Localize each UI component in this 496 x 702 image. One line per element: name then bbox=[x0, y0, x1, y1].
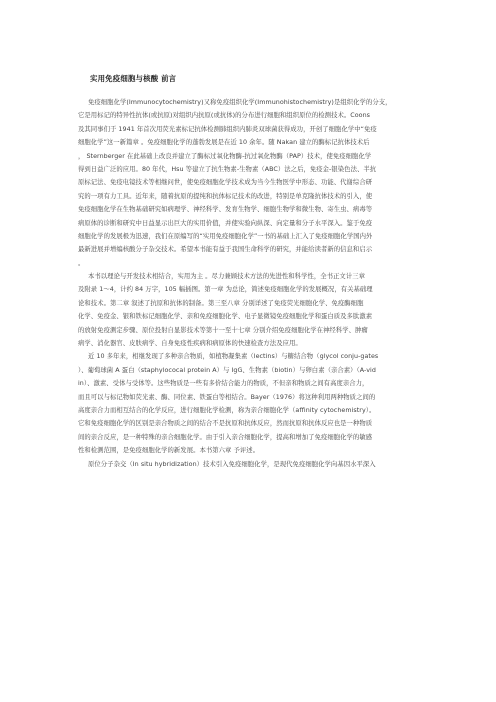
text-line: 原位分子杂交（In situ hybridization）技术引入免疫细胞化学，是现代免疫细胞化学向基因水平深入 bbox=[88, 460, 376, 468]
text-line: 免疫细胞化学在生物基础研究如病理学、神经科学、发育生物学、细胞生物学和微生物、寄生虫、病毒等 bbox=[78, 206, 373, 214]
text-line: 本书以理论与开发技术相结合，实用为主 。尽力兼顾技术方法的先进性和科学性，全书正文计三章 bbox=[88, 273, 366, 281]
text-line: 高度亲合力而相互结合的化学反应，进行细胞化学检测，称为亲合细胞化学（affinity cytochemistry）。 bbox=[78, 406, 376, 414]
text-line: 原标记法、免疫电镜技术等相继问世，使免疫细胞化学技术成为当今生物医学中形态、功能、代谢综合研 bbox=[78, 179, 373, 187]
paragraph bbox=[78, 350, 418, 457]
document-body bbox=[78, 96, 418, 471]
text-line: 化学、免疫金、银和铁标记细胞化学、亲和免疫细胞化学、电子显微镜免疫细胞化学和蛋白质及多肽激素 bbox=[78, 313, 373, 321]
text-line: 它和免疫细胞化学的区别是亲合物质之间的结合不是抗原和抗体反应，然而抗原和抗体反应也是一种物质 bbox=[78, 420, 373, 428]
text-line: 病学、消化器官、皮肤病学、自身免疫性疾病和病原体的快速检查方法及应用。 bbox=[78, 340, 302, 348]
text-line: ）、葡萄球菌 A 蛋白（staphylococal protein A）与 IgG、生物素（biotin）与卵白素（亲合素）（A-vid bbox=[78, 366, 376, 374]
text-line: 病原体的诊断和研究中日益显示出巨大的实用价值，并使实验向纵深、向定量和分子水平深入。鉴于免疫 bbox=[78, 219, 373, 227]
document-title: 实用免疫细胞与核酸 前言 bbox=[90, 74, 177, 83]
text-line: 。 bbox=[78, 259, 85, 267]
text-line: 论和技术。第二章 叙述了抗原和抗体的制备。第三至八章 分别详述了免疫荧光细胞化学、免疫酶细胞 bbox=[78, 299, 364, 307]
text-line: ， Sternberger 在此基础上改良并建立了酶标过氧化物酶-抗过氧化物酶（PAP）技术，使免疫细胞化学 bbox=[78, 152, 372, 160]
text-line: 的放射免疫测定步骤、原位投射自显影技术等第十一至十七章 分别介绍免疫细胞化学在神经科学、肿瘤 bbox=[78, 326, 368, 334]
text-line: 免疫细胞化学(Immunocytochemistry)又称免疫组织化学(Immunohistochemistry)是组织化学的分支， bbox=[88, 99, 392, 106]
text-line: in）、激素、受体与受体等。这些物质是一些有多价结合能力的物质，不但亲和物质之间有高度亲合力， bbox=[78, 380, 369, 388]
text-line: 及附录 1～4，计约 84 万字，105 幅插图。第一章 为总论，简述免疫细胞化学的发展概况，有关基础理 bbox=[78, 286, 373, 294]
text-line: 而且可以与标记物如荧光素、酶、同位素、铁蛋白等相结合。Bayer（1976）将这种利用两种物质之间的 bbox=[78, 393, 376, 401]
text-line: 究的一项有力工具。近年来，随着抗原的提纯和抗体标记技术的改进，特别是单克隆抗体技术的引入，使 bbox=[78, 192, 373, 200]
text-line: 间的亲合反应，是一种特殊的亲合细胞化学。由于引入亲合细胞化学，提高和增加了免疫细胞化学的敏感 bbox=[78, 433, 373, 441]
text-line: 细胞化学”这一新篇章 。免疫细胞化学的蓬勃发展是在近 10 余年。随 Nakan 建立的酶标记抗体技术后 bbox=[78, 139, 370, 147]
text-line: 细胞化学的发展极为迅速，我们在原编写的“实用免疫细胞化学”一书的基础上汇入了免疫细胞化学国内外 bbox=[78, 232, 373, 240]
text-line: 及其同事们于 1941 年首次用荧光素标记抗体检测肺组织内肺炎双球菌获得成功，开创了细胞化学中“免疫 bbox=[78, 125, 377, 133]
paragraph bbox=[78, 458, 418, 471]
text-line: 近 10 多年来，相继发现了多种亲合物质，如植物凝集素（lectins）与糖结合物（glycol conju-gates bbox=[88, 353, 379, 361]
paragraph bbox=[78, 96, 418, 270]
text-line: 性和检测范围，是免疫细胞化学的新发展。本书第六章 予评述。 bbox=[78, 447, 260, 455]
text-line: 它是用标记的特异性抗体(或抗原)对组织内抗原(或抗体)的分布进行细胞和组织原位的检测技术。Coons bbox=[78, 112, 371, 120]
text-line: 得到日益广泛的应用。80 年代，Hsu 等建立了抗生物素-生物素（ABC）法之后，免疫金-银染色法、半抗 bbox=[78, 165, 377, 173]
paragraph bbox=[78, 270, 418, 350]
text-line: 最新进展并增编核酸分子杂交技术。希望本书能有益于我国生命科学的研究，并能给读者新的信息和启示 bbox=[78, 246, 373, 254]
